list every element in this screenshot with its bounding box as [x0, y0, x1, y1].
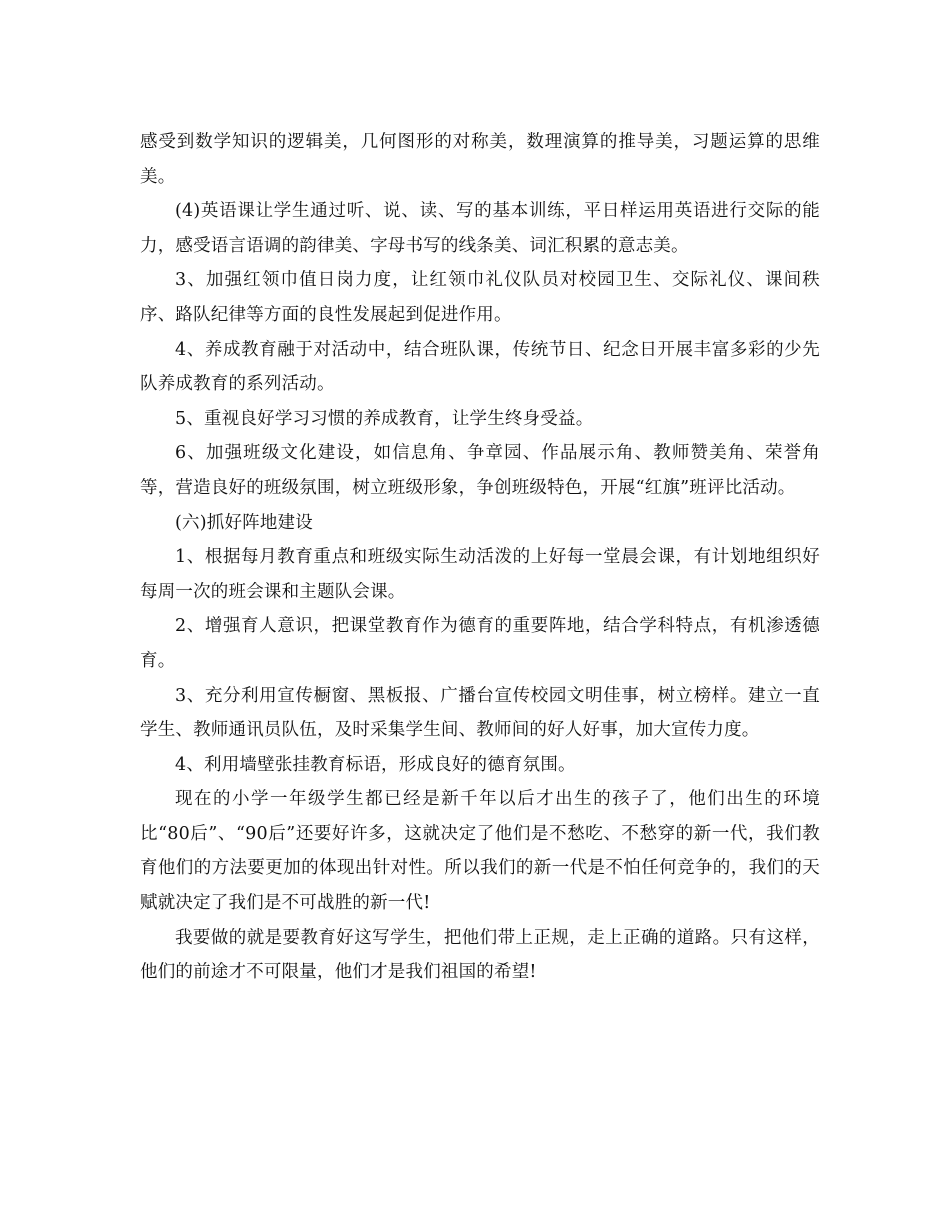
paragraph-7: 1、根据每月教育重点和班级实际生动活泼的上好每一堂晨会课，有计划地组织好每周一次的班会课和主题队会课。	[140, 547, 820, 602]
paragraph-11: 现在的小学一年级学生都已经是新千年以后才出生的孩子了，他们出生的环境比“80后”、“90后”还要好许多，这就决定了他们是不愁吃、不愁穿的新一代，我们教育他们的方法要更加的体现出针对性。所以我们的新一代是不怕任何竞争的，我们的天赋就决定了我们是不可战胜的新一代!	[140, 789, 820, 914]
paragraph-1: 感受到数学知识的逻辑美，几何图形的对称美，数理演算的推导美，习题运算的思维美。	[140, 132, 820, 187]
paragraph-4: 4、养成教育融于对活动中，结合班队课，传统节日、纪念日开展丰富多彩的少先队养成教育的系列活动。	[140, 339, 820, 395]
document-body	[140, 125, 820, 990]
paragraph-9: 3、充分利用宣传橱窗、黑板报、广播台宣传校园文明佳事，树立榜样。建立一直学生、教师通讯员队伍，及时采集学生间、教师间的好人好事，加大宣传力度。	[140, 685, 820, 741]
paragraph-10: 4、利用墙壁张挂教育标语，形成良好的德育氛围。	[175, 754, 576, 775]
paragraph-12: 我要做的就是要教育好这写学生，把他们带上正规，走上正确的道路。只有这样，他们的前途才不可限量，他们才是我们祖国的希望!	[140, 927, 820, 983]
section-heading: (六)抓好阵地建设	[175, 512, 313, 533]
paragraph-3: 3、加强红领巾值日岗力度，让红领巾礼仪队员对校园卫生、交际礼仪、课间秩序、路队纪律等方面的良性发展起到促进作用。	[140, 270, 820, 325]
paragraph-8: 2、增强育人意识，把课堂教育作为德育的重要阵地，结合学科特点，有机渗透德育。	[140, 616, 820, 671]
paragraph-5: 5、重视良好学习习惯的养成教育，让学生终身受益。	[175, 408, 594, 429]
paragraph-6: 6、加强班级文化建设，如信息角、争章园、作品展示角、教师赞美角、荣誉角等，营造良好的班级氛围，树立班级形象，争创班级特色，开展“红旗”班评比活动。	[140, 443, 820, 498]
paragraph-2: (4)英语课让学生通过听、说、读、写的基本训练，平日样运用英语进行交际的能力，感受语言语调的韵律美、字母书写的线条美、词汇积累的意志美。	[140, 201, 820, 256]
